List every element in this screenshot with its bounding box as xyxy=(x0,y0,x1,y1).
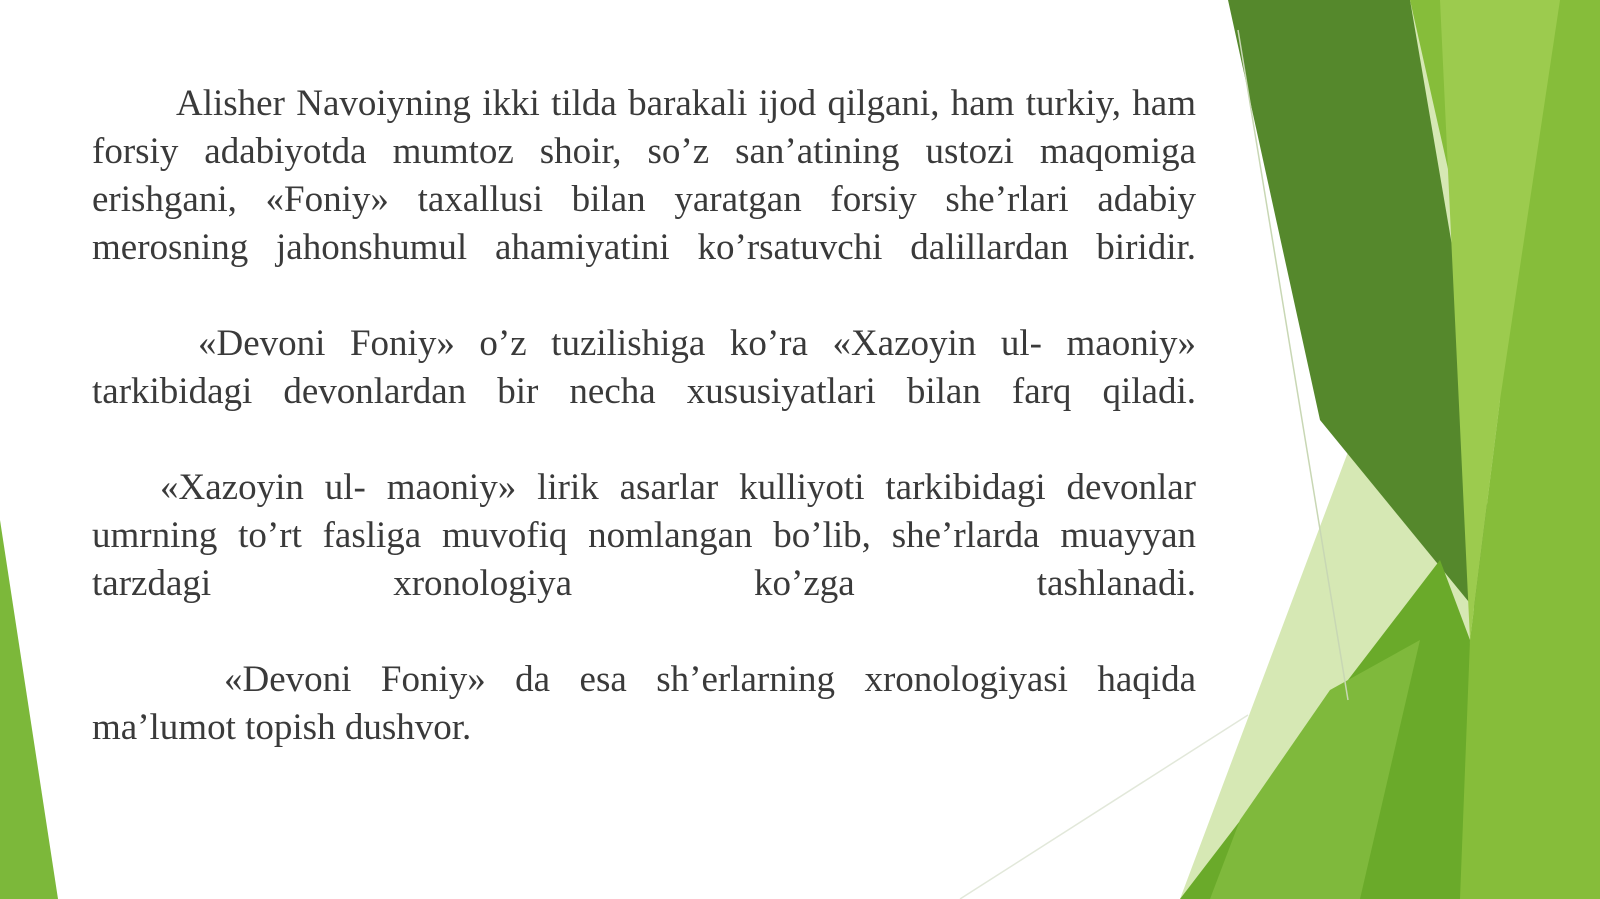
paragraph-1-line-5: dalillardan biridir. xyxy=(910,227,1197,268)
paragraph-4-line-1: «Devoni Foniy» da esa sh’erlarning xronologiyasi haqida xyxy=(224,659,1196,700)
paragraph-4 xyxy=(92,656,1196,752)
slide-text-block xyxy=(92,80,1196,752)
paragraph-3-line-1: «Xazoyin ul- maoniy» lirik asarlar kulliyoti tarkibidagi devonlar xyxy=(160,467,1196,508)
paragraph-1 xyxy=(92,80,1196,272)
paragraph-2-line-2: tarkibidagi devonlardan bir necha xususiyatlari bilan farq qiladi. xyxy=(92,371,1196,412)
paragraph-2 xyxy=(92,320,1196,416)
paragraph-1-line-3: maqomiga erishgani, «Foniy» taxallusi bilan yaratgan forsiy xyxy=(92,131,1197,220)
left-green-wedge xyxy=(0,520,58,899)
paragraph-4-line-2: ma’lumot topish dushvor. xyxy=(92,707,472,748)
paragraph-3-line-2: umrning to’rt fasliga muvofiq nomlangan bo’lib, she’rlarda xyxy=(92,515,1040,556)
paragraph-3 xyxy=(92,464,1196,608)
paragraph-1-line-4: she’rlari adabiy merosning jahonshumul ahamiyatini ko’rsatuvchi xyxy=(92,179,1196,268)
paragraph-1-line-1: Alisher Navoiyning ikki tilda barakali ijod qilgani, ham turkiy, xyxy=(176,83,1121,124)
paragraph-3-line-3: muayyan tarzdagi xronologiya ko’zga tashlanadi. xyxy=(92,515,1196,604)
paragraph-2-line-1: «Devoni Foniy» o’z tuzilishiga ko’ra «Xazoyin ul- maoniy» xyxy=(198,323,1196,364)
paragraph-1-line-2: ham forsiy adabiyotda mumtoz shoir, so’z san’atining ustozi xyxy=(92,83,1196,172)
